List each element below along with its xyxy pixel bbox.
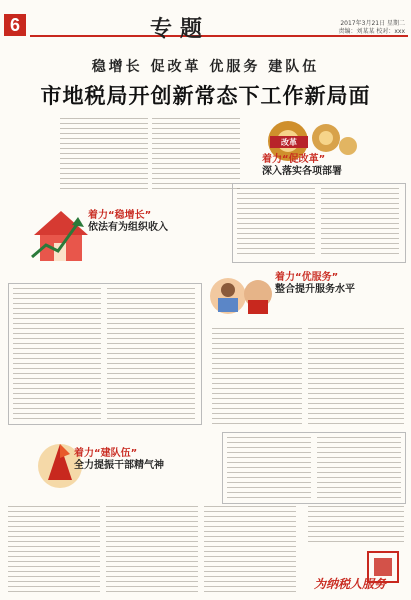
- intro-column-middle: [152, 118, 240, 193]
- page-number: 6: [4, 14, 26, 36]
- stamp-caption: [308, 506, 404, 546]
- growth-article-box: [8, 283, 202, 425]
- headline: 市地税局开创新常态下工作新局面: [40, 83, 371, 108]
- stamp-text: 为纳税人服务: [314, 577, 387, 591]
- section-team-heading: 着力“建队伍” 全力提振干部精气神: [74, 448, 164, 471]
- page-header: [0, 0, 411, 44]
- subheadline: 稳增长 促改革 优服务 建队伍: [91, 59, 320, 75]
- intro-column-left: [60, 118, 148, 193]
- header-meta: 2017年3月21日 星期二 责编：刘某某 校对：xxx: [338, 20, 405, 35]
- service-column-2: [308, 328, 404, 424]
- gear-badge-text: 改革: [281, 138, 297, 147]
- team-column-1: [8, 506, 100, 594]
- tax-service-stamp: [310, 548, 406, 594]
- reform-article-box: [232, 183, 406, 263]
- service-image: [206, 266, 281, 321]
- house-growth-image: [26, 205, 96, 265]
- team-intro-box: [222, 432, 406, 504]
- section-service-heading: 着力“优服务” 整合提升服务水平: [275, 272, 355, 295]
- team-column-3: [204, 506, 296, 594]
- section-title: 专题: [150, 17, 211, 42]
- service-column-1: [212, 328, 302, 424]
- team-column-2: [106, 506, 198, 594]
- section-growth-heading: 着力“稳增长” 依法有为组织收入: [88, 210, 168, 233]
- section-reform-heading: 着力“促改革” 深入落实各项部署: [262, 154, 342, 177]
